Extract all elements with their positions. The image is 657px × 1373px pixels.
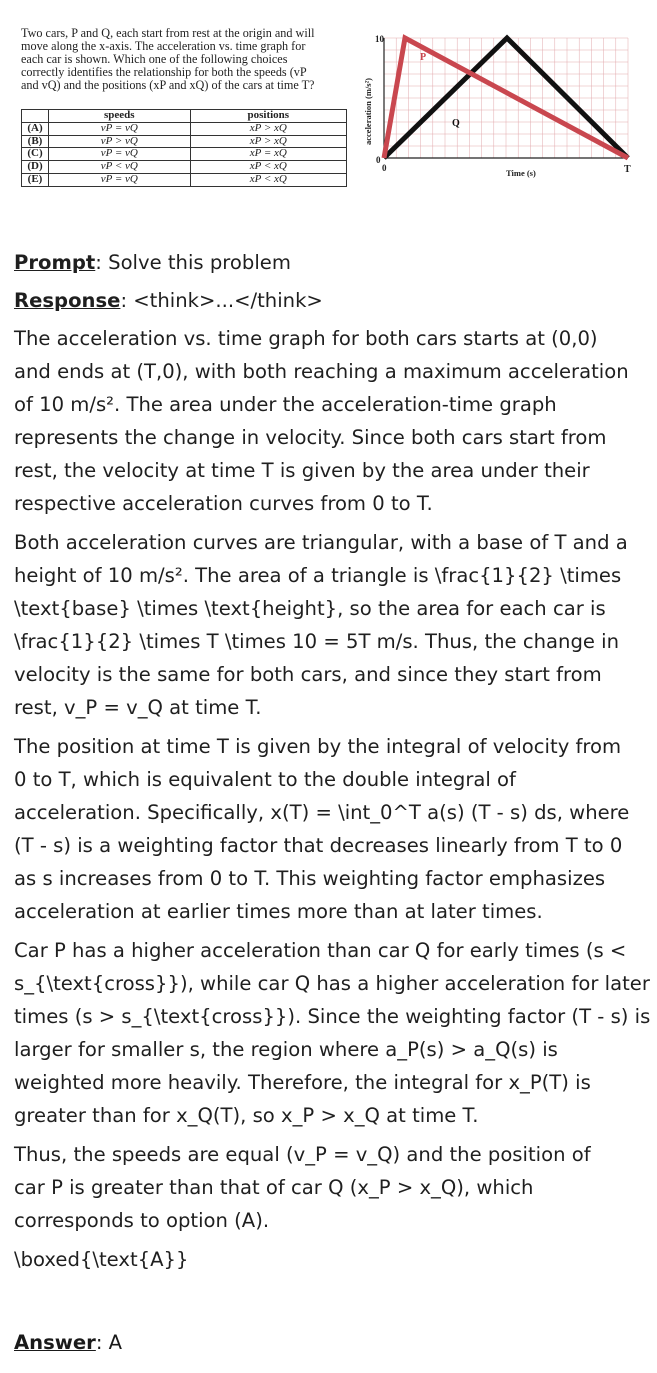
- text-line: The position at time T is given by the integral of velocity from: [14, 735, 622, 758]
- graph-svg: [344, 20, 644, 200]
- response-paragraph: [14, 1138, 642, 1237]
- text-line: The acceleration vs. time graph for both cars starts at (0,0): [14, 327, 598, 350]
- answer-line: [14, 1326, 122, 1359]
- x-origin-tick: 0: [382, 163, 387, 173]
- text-line: represents the change in velocity. Since both cars start from: [14, 426, 607, 449]
- table-header: [22, 110, 49, 123]
- answer-choices-table: [21, 109, 347, 187]
- question-line: and vQ) and the positions (xP and xQ) of the cars at time T?: [21, 78, 315, 92]
- car-p-label: P: [420, 52, 427, 63]
- table-header-row: [22, 110, 347, 123]
- question-line: Two cars, P and Q, each start from rest at the origin and will: [21, 26, 315, 40]
- text-line: larger for smaller s, the region where a_P(s) > a_Q(s) is: [14, 1038, 558, 1061]
- acceleration-time-graph: [344, 20, 644, 200]
- prompt-text: : Solve this problem: [95, 251, 291, 274]
- choice-label: (E): [22, 173, 49, 186]
- choice-speeds: vP > vQ: [49, 135, 191, 148]
- response-text: : <think>...</think>: [120, 289, 323, 312]
- text-line: corresponds to option (A).: [14, 1209, 270, 1232]
- text-line: as s increases from 0 to T. This weighting factor emphasizes: [14, 867, 606, 890]
- choice-positions: xP = xQ: [190, 148, 346, 161]
- text-line: weighted more heavily. Therefore, the integral for x_P(T) is: [14, 1071, 591, 1094]
- question-line: move along the x-axis. The acceleration vs. time graph for: [21, 39, 306, 53]
- choice-positions: xP < xQ: [190, 161, 346, 174]
- response-key: Response: [14, 289, 121, 312]
- table-header-positions: positions: [190, 110, 346, 123]
- y-axis-label: acceleration (m/s²): [363, 78, 373, 145]
- y-origin-tick: 0: [376, 155, 381, 165]
- x-axis-label: Time (s): [506, 168, 536, 178]
- choice-speeds: vP < vQ: [49, 161, 191, 174]
- question-line: each car is shown. Which one of the following choices: [21, 52, 288, 66]
- text-line: times (s > s_{\text{cross}}). Since the weighting factor (T - s) is: [14, 1005, 651, 1028]
- text-line: Car P has a higher acceleration than car Q for early times (s <: [14, 939, 627, 962]
- car-q-label: Q: [452, 118, 460, 129]
- response-paragraphs: [14, 322, 651, 1276]
- table-header-speeds: speeds: [49, 110, 191, 123]
- choice-label: (D): [22, 161, 49, 174]
- text-line: acceleration. Specifically, x(T) = \int_0^T a(s) (T - s) ds, where: [14, 801, 630, 824]
- response-line: [14, 284, 642, 317]
- choice-positions: xP > xQ: [190, 135, 346, 148]
- y-top-tick: 10: [375, 34, 384, 44]
- text-line: respective acceleration curves from 0 to T.: [14, 492, 433, 515]
- text-line: of 10 m/s². The area under the acceleration-time graph: [14, 393, 557, 416]
- choice-positions: xP < xQ: [190, 173, 346, 186]
- answer-key: Answer: [14, 1331, 96, 1354]
- question-text: [21, 27, 351, 92]
- prompt-key: Prompt: [14, 251, 96, 274]
- text-line: \frac{1}{2} \times T \times 10 = 5T m/s. Thus, the change in: [14, 630, 620, 653]
- choice-label: (A): [22, 122, 49, 135]
- table-row: [22, 161, 347, 174]
- choice-speeds: vP = vQ: [49, 173, 191, 186]
- problem-figure: [14, 20, 654, 220]
- response-paragraph: [14, 526, 642, 724]
- text-line: car P is greater than that of car Q (x_P > x_Q), which: [14, 1176, 534, 1199]
- choice-speeds: vP = vQ: [49, 148, 191, 161]
- text-line: greater than for x_Q(T), so x_P > x_Q at time T.: [14, 1104, 479, 1127]
- text-line: Thus, the speeds are equal (v_P = v_Q) and the position of: [14, 1143, 591, 1166]
- table-row: [22, 122, 347, 135]
- prompt-line: [14, 246, 642, 279]
- text-line: Both acceleration curves are triangular, with a base of T and a: [14, 531, 628, 554]
- choice-label: (B): [22, 135, 49, 148]
- response-paragraph: [14, 1243, 642, 1276]
- response-panel: [14, 246, 651, 1282]
- text-line: \boxed{\text{A}}: [14, 1248, 189, 1271]
- choice-speeds: vP = vQ: [49, 122, 191, 135]
- text-line: and ends at (T,0), with both reaching a maximum acceleration: [14, 360, 629, 383]
- text-line: velocity is the same for both cars, and since they start from: [14, 663, 602, 686]
- table-row: [22, 173, 347, 186]
- text-line: (T - s) is a weighting factor that decreases linearly from T to 0: [14, 834, 623, 857]
- response-paragraph: [14, 322, 642, 520]
- text-line: s_{\text{cross}}), while car Q has a higher acceleration for later: [14, 972, 650, 995]
- x-end-tick: T: [624, 164, 631, 175]
- choice-positions: xP > xQ: [190, 122, 346, 135]
- table-row: [22, 148, 347, 161]
- answer-text: : A: [95, 1331, 123, 1354]
- text-line: rest, the velocity at time T is given by the area under their: [14, 459, 590, 482]
- response-paragraph: [14, 934, 651, 1132]
- table-row: [22, 135, 347, 148]
- text-line: \text{base} \times \text{height}, so the area for each car is: [14, 597, 606, 620]
- text-line: acceleration at earlier times more than at later times.: [14, 900, 543, 923]
- question-line: correctly identifies the relationship for both the speeds (vP: [21, 65, 307, 79]
- choice-label: (C): [22, 148, 49, 161]
- text-line: rest, v_P = v_Q at time T.: [14, 696, 262, 719]
- response-paragraph: [14, 730, 642, 928]
- text-line: height of 10 m/s². The area of a triangle is \frac{1}{2} \times: [14, 564, 622, 587]
- text-line: 0 to T, which is equivalent to the double integral of: [14, 768, 516, 791]
